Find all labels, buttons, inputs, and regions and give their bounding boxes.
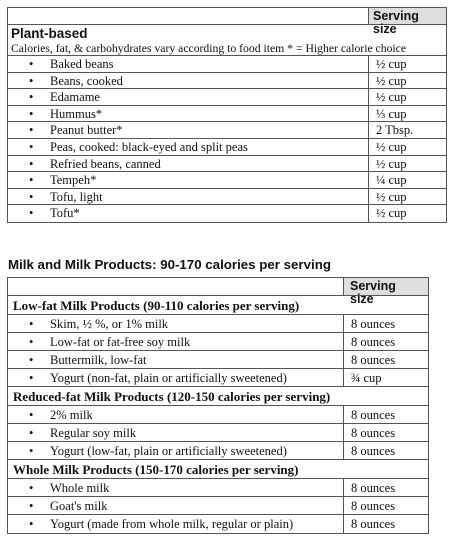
food-name: Tempeh* (50, 173, 97, 188)
bullet-icon: • (29, 57, 34, 71)
bullet-icon: • (29, 444, 34, 458)
bullet-icon: • (29, 90, 34, 105)
section-title: Plant-based (11, 26, 88, 41)
bullet-icon: • (29, 317, 34, 331)
food-cell (8, 205, 369, 222)
food-cell (8, 479, 344, 496)
table-row (8, 73, 446, 90)
serving-size-cell: ½ cup (376, 156, 407, 171)
serving-size-cell: ⅓ cup (376, 106, 407, 121)
plant-based-table (7, 7, 447, 223)
food-name: Whole milk (50, 481, 110, 495)
bullet-icon: • (29, 123, 34, 138)
bullet-icon: • (29, 499, 34, 513)
table-row (8, 89, 446, 106)
serving-size-cell: 8 ounces (351, 335, 396, 349)
table-row (8, 369, 428, 387)
serving-size-cell: ¼ cup (376, 173, 407, 188)
table-row (8, 442, 428, 460)
food-name: Refried beans, canned (50, 156, 161, 171)
table-row (8, 479, 428, 497)
food-cell (8, 351, 344, 368)
table-row (8, 424, 428, 442)
food-name: Tofu* (50, 206, 80, 221)
bullet-icon: • (29, 353, 34, 367)
food-name: Yogurt (non-fat, plain or artificially sweetened) (50, 371, 287, 385)
bullet-icon: • (29, 481, 34, 495)
food-cell (8, 106, 369, 122)
bullet-icon: • (29, 73, 34, 88)
serving-size-cell: ½ cup (376, 139, 407, 154)
bullet-icon: • (29, 106, 34, 121)
table-row (8, 156, 446, 173)
bullet-icon: • (29, 206, 34, 221)
table-row (8, 406, 428, 424)
food-cell (8, 122, 369, 138)
serving-size-cell: 2 Tbsp. (376, 123, 414, 138)
food-name: Regular soy milk (50, 426, 137, 440)
serving-size-cell: 8 ounces (351, 517, 396, 531)
food-name: Buttermilk, low-fat (50, 353, 147, 367)
bullet-icon: • (29, 371, 34, 385)
food-cell (8, 406, 344, 423)
bullet-icon: • (29, 189, 34, 204)
serving-size-cell: 8 ounces (351, 426, 396, 440)
bullet-icon: • (29, 156, 34, 171)
food-cell (8, 172, 369, 188)
table-row (8, 515, 428, 533)
food-cell (8, 189, 369, 205)
table-row (8, 139, 446, 156)
serving-size-cell: 8 ounces (351, 499, 396, 513)
bullet-icon: • (29, 139, 34, 154)
food-name: Beans, cooked (50, 73, 123, 88)
food-name: Skim, ½ %, or 1% milk (50, 317, 169, 331)
milk-body (8, 296, 428, 533)
food-cell (8, 315, 344, 332)
table-row (8, 205, 446, 222)
bullet-icon: • (29, 173, 34, 188)
food-cell (8, 369, 344, 386)
serving-size-cell: ½ cup (376, 73, 407, 88)
food-cell (8, 424, 344, 441)
food-name: Edamame (50, 90, 100, 105)
food-name: Yogurt (made from whole milk, regular or plain) (50, 517, 294, 531)
plant-rows (8, 56, 446, 222)
section-note: Calories, fat, & carbohydrates vary according to food item * = Higher calorie choice (11, 42, 407, 55)
table-row (8, 497, 428, 515)
food-name: Yogurt (low-fat, plain or artificially sweetened) (50, 444, 287, 458)
table-row (8, 351, 428, 369)
serving-size-cell: 8 ounces (351, 408, 396, 422)
serving-size-header: Serving size (369, 8, 446, 24)
bullet-icon: • (29, 408, 34, 422)
food-cell (8, 73, 369, 89)
food-name: Peas, cooked: black-eyed and split peas (50, 139, 248, 154)
serving-size-header: Serving size (344, 278, 428, 295)
food-cell (8, 89, 369, 105)
header-empty-cell (8, 278, 344, 295)
table-row (8, 189, 446, 206)
food-name: Baked beans (50, 57, 114, 71)
table-row (8, 56, 446, 73)
serving-size-cell: 8 ounces (351, 317, 396, 331)
table-row (8, 172, 446, 189)
food-cell (8, 139, 369, 155)
food-cell (8, 515, 344, 533)
group-title: Low-fat Milk Products (90-110 calories per serving) (8, 296, 428, 315)
serving-size-cell: 8 ounces (351, 353, 396, 367)
table-row (8, 333, 428, 351)
food-name: Tofu, light (50, 189, 103, 204)
food-cell (8, 442, 344, 459)
food-cell (8, 497, 344, 514)
table-row (8, 122, 446, 139)
food-name: 2% milk (50, 408, 93, 422)
bullet-icon: • (29, 517, 34, 531)
food-cell (8, 56, 369, 72)
serving-size-cell: ¾ cup (351, 371, 382, 385)
food-name: Hummus* (50, 106, 103, 121)
table-row (8, 315, 428, 333)
food-cell (8, 333, 344, 350)
serving-size-cell: ½ cup (376, 57, 407, 71)
food-name: Goat's milk (50, 499, 108, 513)
header-empty-cell (8, 8, 369, 24)
bullet-icon: • (29, 426, 34, 440)
serving-size-cell: 8 ounces (351, 444, 396, 458)
serving-size-cell: ½ cup (376, 189, 407, 204)
serving-size-cell: ½ cup (376, 206, 407, 221)
food-name: Peanut butter* (50, 123, 123, 138)
milk-section-heading: Milk and Milk Products: 90-170 calories per serving (8, 257, 331, 272)
food-name: Low-fat or fat-free soy milk (50, 335, 191, 349)
table-row (8, 106, 446, 123)
food-cell (8, 156, 369, 172)
serving-size-cell: 8 ounces (351, 481, 396, 495)
group-title: Reduced-fat Milk Products (120-150 calories per serving) (8, 387, 428, 406)
group-title: Whole Milk Products (150-170 calories per serving) (8, 460, 428, 479)
milk-table (7, 277, 429, 534)
serving-size-cell: ½ cup (376, 90, 407, 105)
bullet-icon: • (29, 335, 34, 349)
